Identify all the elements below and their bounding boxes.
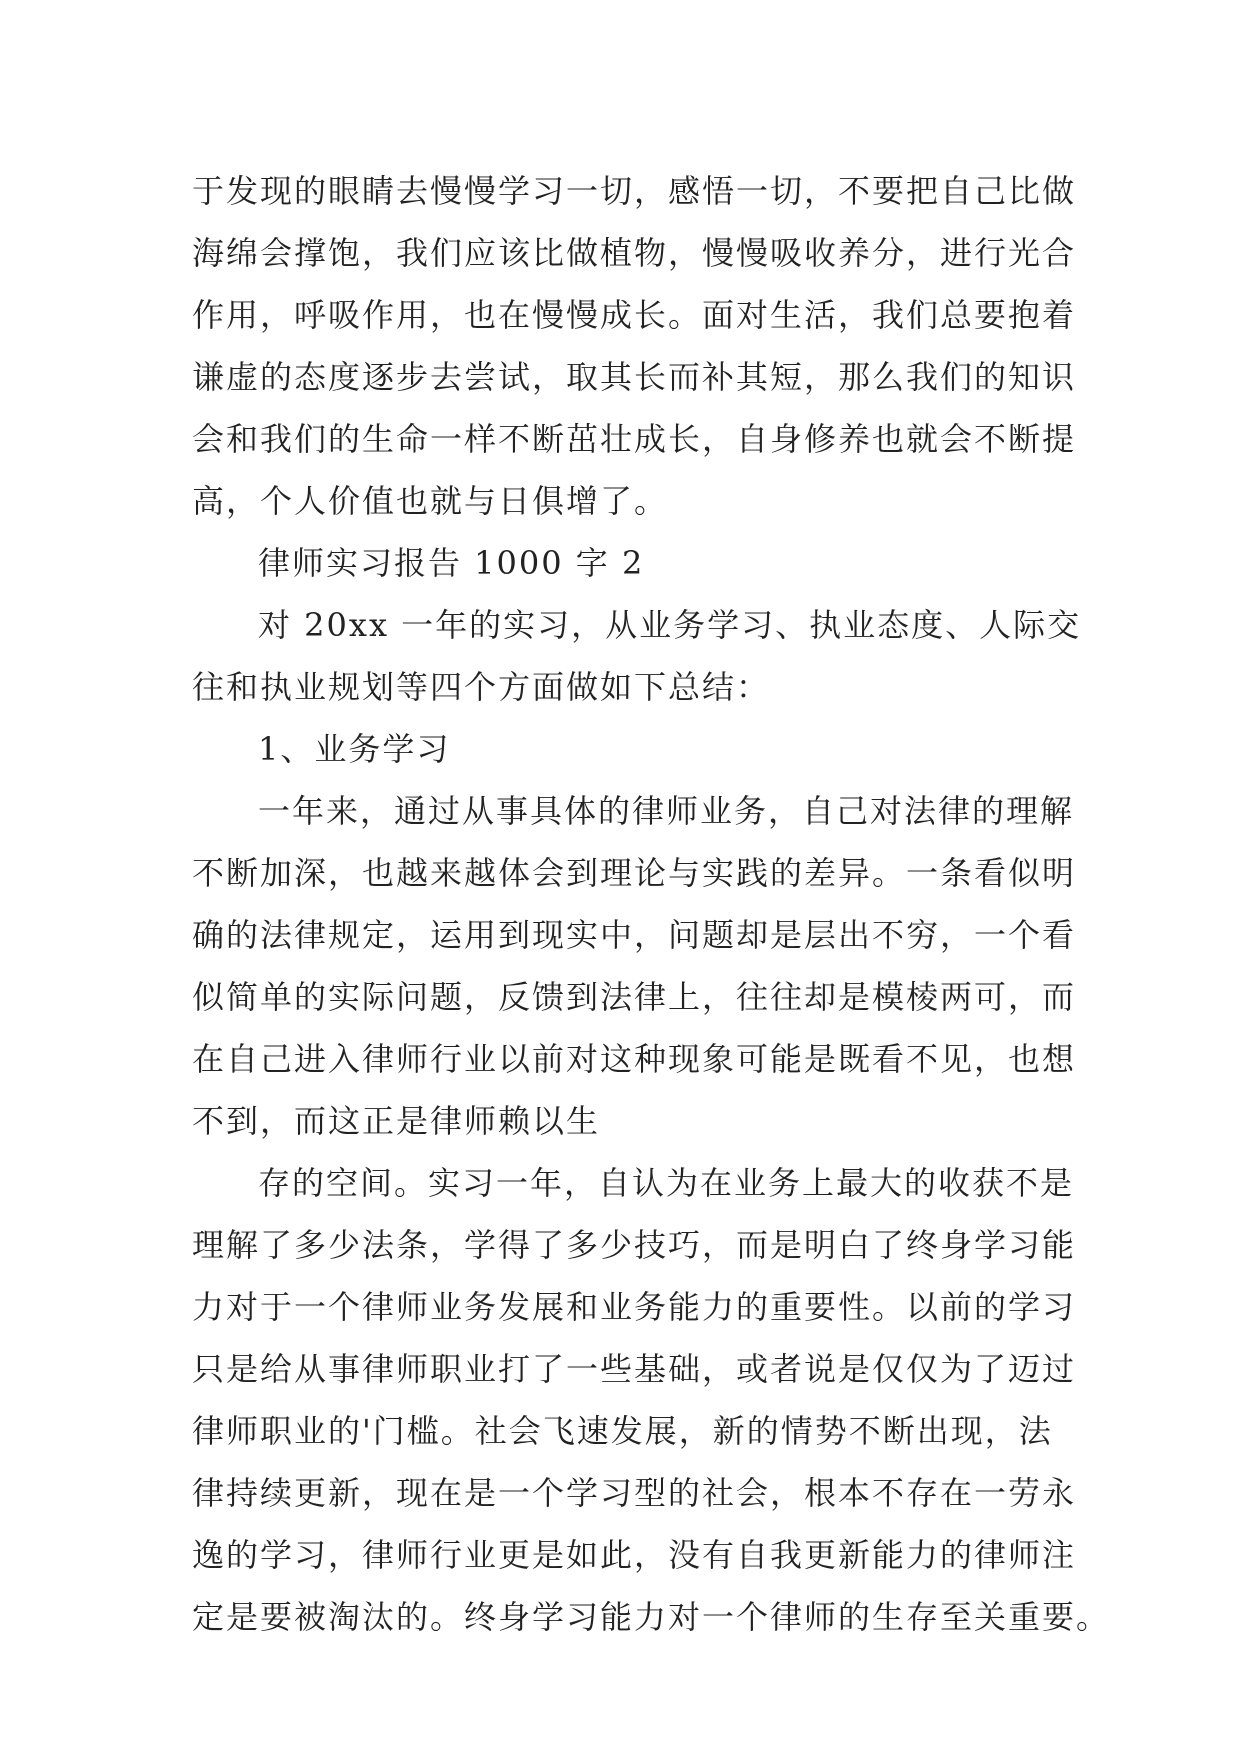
text-line: 逸的学习，律师行业更是如此，没有自我更新能力的律师注 bbox=[192, 1536, 1077, 1574]
text-line: 确的法律规定，运用到现实中，问题却是层出不穷，一个看 bbox=[192, 916, 1077, 954]
text-line: 律持续更新，现在是一个学习型的社会，根本不存在一劳永 bbox=[192, 1474, 1077, 1512]
text-line: 往和执业规划等四个方面做如下总结： bbox=[192, 668, 771, 706]
text-line: 海绵会撑饱，我们应该比做植物，慢慢吸收养分，进行光合 bbox=[192, 234, 1077, 272]
text-line: 不到，而这正是律师赖以生 bbox=[192, 1102, 601, 1140]
section-title: 律师实习报告 1000 字 2 bbox=[258, 544, 645, 582]
text-line: 理解了多少法条，学得了多少技巧，而是明白了终身学习能 bbox=[192, 1226, 1077, 1264]
text-line: 高，个人价值也就与日俱增了。 bbox=[192, 482, 669, 520]
subsection-heading: 1、业务学习 bbox=[258, 730, 451, 768]
text-line: 在自己进入律师行业以前对这种现象可能是既看不见，也想 bbox=[192, 1040, 1077, 1078]
text-line: 谦虚的态度逐步去尝试，取其长而补其短，那么我们的知识 bbox=[192, 358, 1077, 396]
paragraph-start: 对 20xx 一年的实习，从业务学习、执业态度、人际交 bbox=[258, 606, 1082, 644]
text-line: 力对于一个律师业务发展和业务能力的重要性。以前的学习 bbox=[192, 1288, 1077, 1326]
text-line: 于发现的眼睛去慢慢学习一切，感悟一切，不要把自己比做 bbox=[192, 172, 1077, 210]
text-line: 不断加深，也越来越体会到理论与实践的差异。一条看似明 bbox=[192, 854, 1077, 892]
text-line: 作用，呼吸作用，也在慢慢成长。面对生活，我们总要抱着 bbox=[192, 296, 1077, 334]
text-line: 会和我们的生命一样不断茁壮成长，自身修养也就会不断提 bbox=[192, 420, 1077, 458]
text-line: 定是要被淘汰的。终身学习能力对一个律师的生存至关重要。 bbox=[192, 1598, 1111, 1636]
text-line: 似简单的实际问题，反馈到法律上，往往却是模棱两可，而 bbox=[192, 978, 1077, 1016]
paragraph-start: 一年来，通过从事具体的律师业务，自己对法律的理解 bbox=[258, 792, 1075, 830]
paragraph-start: 存的空间。实习一年，自认为在业务上最大的收获不是 bbox=[258, 1164, 1075, 1202]
text-line: 只是给从事律师职业打了一些基础，或者说是仅仅为了迈过 bbox=[192, 1350, 1077, 1388]
text-line: 律师职业的'门槛。社会飞速发展，新的情势不断出现，法 bbox=[192, 1412, 1053, 1450]
document-body bbox=[192, 160, 1111, 1648]
